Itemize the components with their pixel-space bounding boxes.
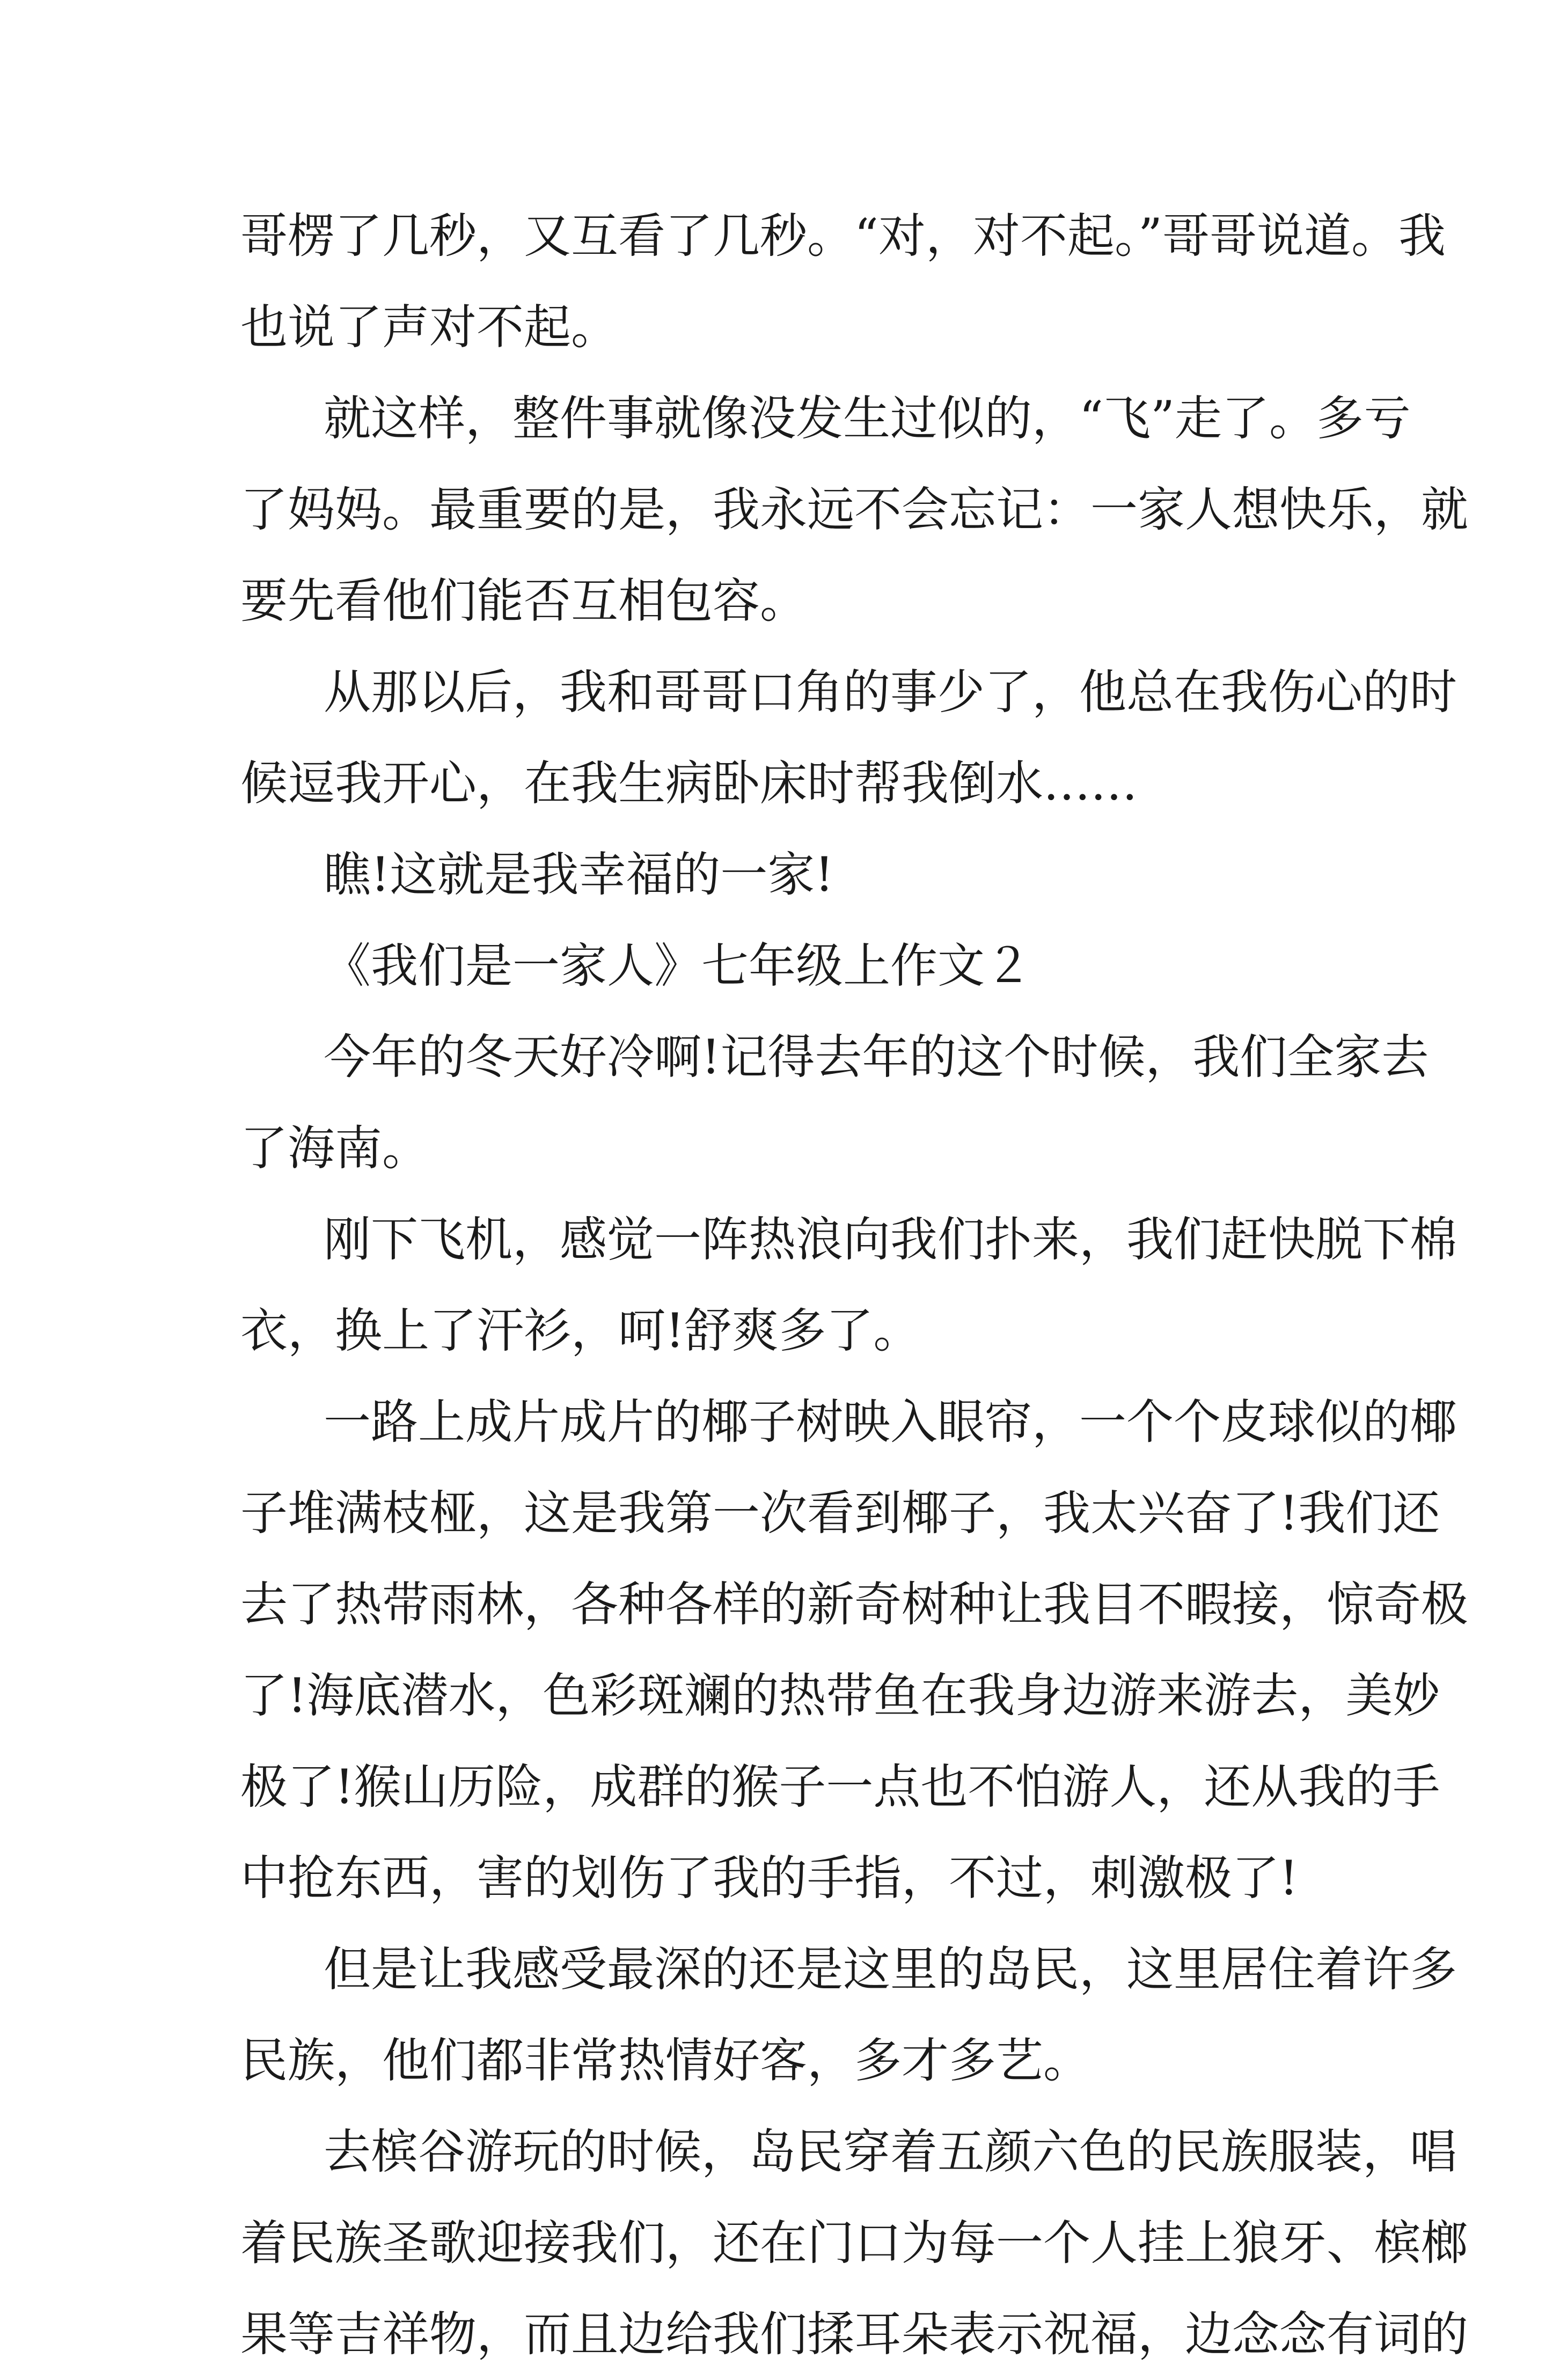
text-line-23: 着民族圣歌迎接我们，还在门口为每一个人挂上狼牙、槟榔 bbox=[240, 2215, 1469, 2271]
document-body bbox=[240, 191, 1469, 2380]
text-line-4: 了妈妈。最重要的是，我永远不会忘记：一家人想快乐，就 bbox=[240, 482, 1469, 537]
text-line-17: 了!海底潜水，色彩斑斓的热带鱼在我身边游来游去，美妙 bbox=[240, 1668, 1440, 1723]
text-line-11: 了海南。 bbox=[240, 1121, 430, 1176]
text-line-14: 一路上成片成片的椰子树映入眼帘，一个个皮球似的椰 bbox=[324, 1394, 1457, 1449]
text-line-13: 衣，换上了汗衫，呵!舒爽多了。 bbox=[240, 1303, 921, 1358]
section-heading: 《我们是一家人》七年级上作文２ bbox=[324, 938, 1032, 993]
text-line-2: 也说了声对不起。 bbox=[240, 299, 619, 355]
text-line-3: 就这样，整件事就像没发生过似的，“飞”走了。多亏 bbox=[324, 391, 1411, 446]
text-line-1: 哥楞了几秒，又互看了几秒。“对，对不起。”哥哥说道。我 bbox=[240, 208, 1446, 263]
text-line-16: 去了热带雨林，各种各样的新奇树种让我目不暇接，惊奇极 bbox=[240, 1577, 1469, 1632]
text-line-20: 但是让我感受最深的还是这里的岛民，这里居住着许多 bbox=[324, 1942, 1457, 1997]
text-line-18: 极了!猴山历险，成群的猴子一点也不怕游人，还从我的手 bbox=[240, 1759, 1440, 1814]
text-line-5: 要先看他们能否互相包容。 bbox=[240, 573, 808, 628]
text-line-22: 去槟谷游玩的时候，岛民穿着五颜六色的民族服装，唱 bbox=[324, 2124, 1457, 2179]
text-line-10: 今年的冬天好冷啊!记得去年的这个时候，我们全家去 bbox=[324, 1029, 1429, 1085]
text-line-12: 刚下飞机，感觉一阵热浪向我们扑来，我们赶快脱下棉 bbox=[324, 1212, 1457, 1267]
text-line-21: 民族，他们都非常热情好客，多才多艺。 bbox=[240, 2033, 1091, 2088]
text-line-7: 候逗我开心，在我生病卧床时帮我倒水…… bbox=[240, 756, 1138, 811]
text-line-6: 从那以后，我和哥哥口角的事少了，他总在我伤心的时 bbox=[324, 664, 1457, 720]
text-line-19: 中抢东西，害的划伤了我的手指，不过，刺激极了! bbox=[240, 1850, 1299, 1906]
text-line-15: 子堆满枝桠，这是我第一次看到椰子，我太兴奋了!我们还 bbox=[240, 1485, 1440, 1541]
text-line-24: 果等吉祥物，而且边给我们揉耳朵表示祝福，边念念有词的 bbox=[240, 2306, 1469, 2362]
text-line-8: 瞧!这就是我幸福的一家! bbox=[324, 847, 834, 902]
